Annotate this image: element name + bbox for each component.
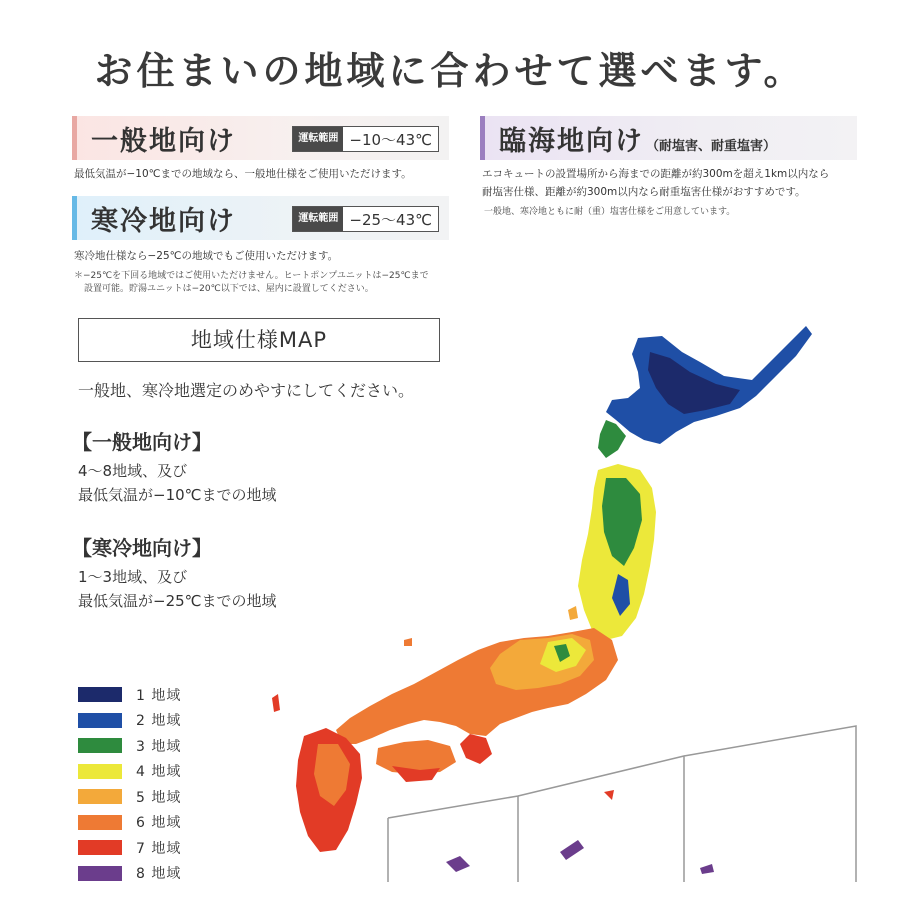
tsushima-island xyxy=(272,694,280,712)
tohoku-region xyxy=(578,464,656,640)
legend-label: 5 地域 xyxy=(136,789,182,806)
cold-footnote-2: 設置可能。貯湯ユニットは−20℃以下では、屋内に設置してください。 xyxy=(84,284,374,294)
okinawa-inset xyxy=(388,726,856,882)
cold-zone-title: 寒冷地向け xyxy=(91,205,236,237)
cold-section-line-2: 最低気温が−25℃までの地域 xyxy=(78,592,277,610)
page-title: お住まいの地域に合わせて選べます。 xyxy=(94,49,806,93)
cold-range-value: −25〜43℃ xyxy=(349,210,432,229)
amami-zone-8 xyxy=(560,840,584,860)
general-section-line-1: 4〜8地域、及び xyxy=(78,462,188,480)
cold-note: 寒冷地仕様なら−25℃の地域でもご使用いただけます。 xyxy=(74,250,339,262)
sado-island xyxy=(568,606,578,620)
kyushu-region xyxy=(296,728,362,852)
island-zone-8 xyxy=(700,864,714,874)
legend-label: 1 地域 xyxy=(136,687,182,704)
hokkaido-region xyxy=(598,326,812,458)
cold-section-line-1: 1〜3地域、及び xyxy=(78,568,188,586)
coastal-line-1: エコキュートの設置場所から海までの距離が約300mを超え1km以内なら xyxy=(482,168,830,180)
map-title-box: 地域仕様MAP xyxy=(78,318,440,362)
general-range-label: 運転範囲 xyxy=(293,127,343,151)
island-zone-7 xyxy=(604,790,614,800)
coastal-footnote: 一般地、寒冷地ともに耐（重）塩害仕様をご用意しています。 xyxy=(484,207,736,217)
okinawa-zone-8 xyxy=(446,856,470,872)
cold-footnote-1: ＊−25℃を下回る地域ではご使用いただけません。ヒートポンプユニットは−25℃まで xyxy=(74,271,429,281)
kii-peninsula-zone-7 xyxy=(460,734,492,764)
legend-label: 3 地域 xyxy=(136,738,182,755)
general-zone-title: 一般地向け xyxy=(91,125,236,157)
general-range-value: −10〜43℃ xyxy=(349,130,432,149)
legend-label: 8 地域 xyxy=(136,866,182,883)
general-section-head: 【一般地向け】 xyxy=(72,430,212,454)
cold-section-head: 【寒冷地向け】 xyxy=(72,536,212,560)
coastal-title-text: 臨海地向け xyxy=(499,125,644,157)
legend-label: 7 地域 xyxy=(136,840,182,857)
coastal-subtitle: （耐塩害、耐重塩害） xyxy=(646,138,777,154)
general-note: 最低気温が−10℃までの地域なら、一般地仕様をご使用いただけます。 xyxy=(74,168,412,180)
legend-label: 6 地域 xyxy=(136,815,182,832)
coastal-line-2: 耐塩害仕様、距離が約300m以内なら耐重塩害仕様がおすすめです。 xyxy=(482,186,806,198)
legend-label: 2 地域 xyxy=(136,713,182,730)
general-section-line-2: 最低気温が−10℃までの地域 xyxy=(78,486,277,504)
honshu-region xyxy=(336,628,618,764)
oki-island xyxy=(404,638,412,646)
cold-range-label: 運転範囲 xyxy=(293,207,343,231)
shikoku-region xyxy=(376,740,456,774)
map-guide-text: 一般地、寒冷地選定のめやすにしてください。 xyxy=(78,381,415,400)
hokkaido-southwest-zone-3 xyxy=(598,420,626,458)
legend-label: 4 地域 xyxy=(136,764,182,781)
